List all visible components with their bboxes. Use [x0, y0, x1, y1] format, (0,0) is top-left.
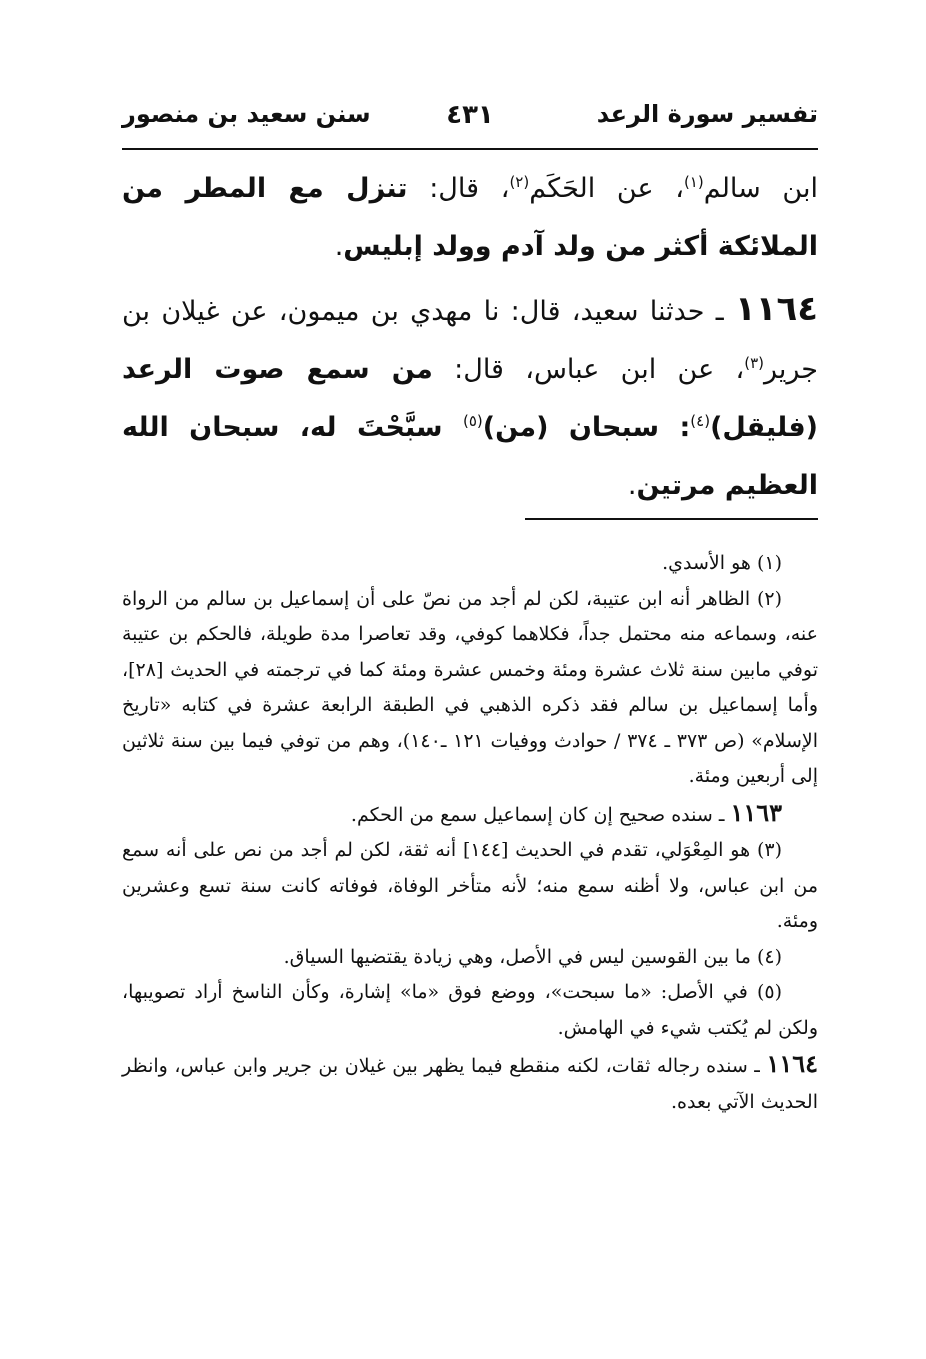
footnote-4: (٤) ما بين القوسين ليس في الأصل، وهي زيادة يقتضيها السياق.: [283, 945, 782, 968]
hadith-number: ١١٦٤: [734, 289, 818, 329]
footnote-ref-1: (١): [683, 173, 704, 191]
main-text: [122, 160, 818, 515]
footnote-5: (٥) في الأصل: «ما سبحت»، ووضع فوق «ما» إشارة، وكأن الناسخ أراد تصويبها، ولكن لم يُكتب شيء في الهامش.: [122, 981, 818, 1039]
text-span: ، عن الحَكَم: [529, 173, 684, 204]
footnote-2: (٢) الظاهر أنه ابن عتيبة، لكن لم أجد من نصّ على أن إسماعيل بن سالم من الرواة عنه، وسماعه منه محتمل جداً، فكلاهما كوفي، وقد تعاصرا مدة طويلة، فالحكم بن عتيبة توفي مابين سنة ثلاث عشرة ومئة وخمس عشرة ومئة كما في ترجمته في الحديث [٢٨]، وأما إسماعيل بن سالم فقد ذكره الذهبي في الطبقة الرابعة عشرة في كتابه «تاريخ الإسلام» (ص ٣٧٣ ـ ٣٧٤ / حوادث ووفيات ١٢١ ـ١٤٠)، وهم من توفي فيما بين سنة ثلاثين إلى أربعين ومئة.: [122, 587, 818, 787]
text-span: ـ سنده رجاله ثقات، لكنه منقطع فيما يظهر بين غيلان بن جرير وابن عباس، وانظر الحديث الآتي بعده.: [122, 1055, 818, 1113]
hadith-1163-continuation: [122, 160, 818, 276]
footnote-3: (٣) هو المِعْوَلي، تقدم في الحديث [١٤٤] أنه ثقة، لكن لم أجد من نص على أنه سمع من ابن عباس، ولا أظنه سمع منه؛ لأنه متأخر الوفاة، فوفاته كانت سنة تسع وعشرين ومئة.: [122, 839, 818, 932]
footnote-ref-2: (٢): [509, 173, 530, 191]
text-span: ـ حدثنا سعيد، قال: نا مهدي بن ميمون، عن غيلان بن جرير: [122, 296, 818, 385]
bold-text: : سبحان (من): [482, 412, 691, 443]
text-span: .: [627, 470, 637, 501]
header-book-title: سنن سعيد بن منصور: [122, 100, 371, 128]
text-span: ، عن ابن عباس، قال:: [432, 354, 745, 385]
bold-text: من سمع صوت الرعد (فليقل): [122, 354, 818, 443]
footnotes: [122, 546, 818, 1120]
header-rule: [122, 148, 818, 150]
text-span: ـ سنده صحيح إن كان إسماعيل سمع من الحكم.: [350, 803, 731, 826]
text-span: ابن سالم: [703, 173, 818, 204]
footnote-ref-5: (٥): [462, 412, 483, 430]
bold-text: سبَّحْتَ له، سبحان الله العظيم مرتين: [122, 412, 818, 501]
bold-text: تنزل مع المطر من الملائكة أكثر من ولد آدم وولد إبليس: [122, 173, 818, 262]
footnote-1: (١) هو الأسدي.: [662, 552, 782, 574]
running-header: [122, 100, 818, 140]
header-surah-title: تفسير سورة الرعد: [596, 100, 818, 128]
commentary-1163: [122, 795, 818, 834]
commentary-1164: [122, 1046, 818, 1120]
footnote-separator: [525, 518, 818, 520]
hadith-number: ١١٦٣: [730, 797, 782, 827]
text-span: .: [334, 231, 344, 262]
hadith-number: ١١٦٤: [766, 1049, 818, 1078]
text-span: ، قال:: [407, 173, 510, 204]
page-number: ٤٣١: [446, 100, 494, 130]
footnote-ref-3: (٣): [744, 354, 764, 372]
footnote-ref-4: (٤): [690, 412, 711, 430]
hadith-1164: [122, 280, 818, 515]
